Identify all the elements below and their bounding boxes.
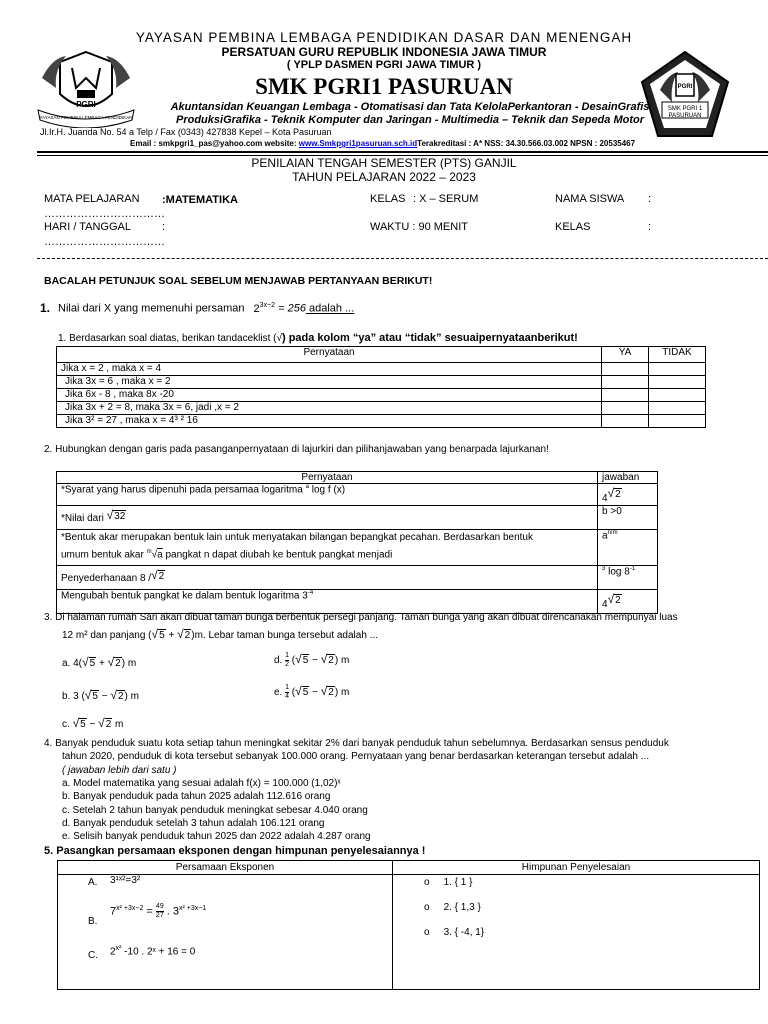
programs-line-2: ProduksiGrafika - Teknik Komputer dan Jaringan - Multimedia – Teknik dan Sepeda Motor [176, 114, 644, 126]
q1-row-ya-cell[interactable] [602, 389, 649, 402]
q3-b-tail: ) m [124, 691, 139, 702]
q5-answer-3[interactable] [424, 927, 484, 938]
school-address: Jl.Ir.H. Juanda No. 54 a Telp / Fax (0343) 427838 Kepel – Kota Pasuruan [40, 127, 332, 137]
q3-a-radical-5 [82, 655, 96, 669]
radical-sign: √ [177, 627, 184, 641]
q3-c-radical-5 [73, 716, 87, 730]
q2-r4-text: Penyederhanaan 8 / [61, 573, 152, 584]
radical-sign: √ [151, 568, 158, 582]
q1-question: Nilai dari X yang memenuhi persaman [58, 302, 245, 315]
q4-option-c[interactable]: c. Setelah 2 tahun banyak penduduk meningkat sebesar 4.040 orang [62, 805, 368, 816]
q3-d-num: 1 [285, 652, 290, 659]
q2-statement-5 [57, 590, 598, 614]
q4-option-d[interactable]: d. Banyak penduduk setelah 3 tahun adalah 106.121 orang [62, 818, 325, 829]
q3-d-r2: 2 [328, 655, 334, 667]
accreditation-text: Terakreditasi : A* NSS: 34.30.566.03.002 NPSN : 20535467 [417, 139, 636, 148]
q3-e-open: ( [289, 687, 296, 699]
q1-tail: adalah ... [305, 302, 355, 315]
q3-c-tail: m [112, 719, 124, 730]
q5-answer-2[interactable] [424, 902, 481, 913]
email-text: Email : smkpgri1_pas@yahoo.com website: [130, 139, 299, 148]
q2-a1-radical [608, 486, 622, 500]
q3-d-den: 2 [285, 661, 290, 668]
q2-answer-5 [598, 590, 658, 614]
logo-right-text-2: PASURUAN [668, 113, 702, 119]
q4-line-1: 4. Banyak penduduk suatu kota setiap tahun meningkat sekitar 2% dari banyak penduduk tahun sebelumnya. Berdasarkan sensus penduduk [44, 738, 669, 749]
q2-a3-base: a [602, 530, 608, 542]
table-row [57, 402, 706, 415]
subject-value: :MATEMATIKA [162, 194, 238, 206]
q1-row-ya-cell[interactable] [602, 376, 649, 389]
q2-answer-2: b >0 [598, 506, 658, 530]
logo-left-banner: YAYASAN PEMBINA LEMBAGA PENDIDIKAN [39, 115, 133, 120]
student-name-colon: : [648, 193, 652, 205]
school-name: SMK PGRI1 PASURUAN [255, 74, 513, 99]
q4-line-3: ( jawaban lebih dari satu ) [62, 765, 177, 776]
q2-answer-4 [598, 566, 658, 590]
q3-plus: + [165, 630, 178, 641]
bullet-icon: o [424, 902, 430, 913]
exam-title: PENILAIAN TENGAH SEMESTER (PTS) GANJIL [251, 156, 517, 170]
q5-b-den: 27 [155, 912, 164, 919]
q3-e-radical-5 [295, 684, 309, 698]
programs-line-1: Akuntansidan Keuangan Lembaga - Otomatisasi dan Tata KelolaPerkantoran - DesainGrafis [170, 101, 650, 113]
q3-r2: 2 [184, 630, 191, 641]
q2-r5-text: Mengubah bentuk pangkat ke dalam bentuk logaritma 3 [61, 590, 308, 602]
q3-b-label: b. 3 ( [62, 691, 85, 702]
q5-b-fraction [156, 903, 164, 920]
q1-row-tidak-cell[interactable] [649, 376, 706, 389]
radical-sign: √ [607, 486, 615, 500]
table-row [57, 415, 706, 428]
radical-sign: √ [107, 655, 115, 669]
q3-e-tail: ) m [334, 687, 350, 699]
q3-line2b: )m. Lebar taman bunga tersebut adalah ... [191, 630, 379, 641]
q5-c-rest: -10 . 2ˣ + 16 = 0 [121, 946, 196, 958]
q2-r2-radical [107, 508, 127, 522]
subject-label: MATA PELAJARAN [44, 193, 140, 205]
table-row [57, 376, 706, 389]
check-mark-icon: √ [276, 333, 282, 344]
q1-sub-number: 1. [58, 333, 67, 344]
q1-header-tidak: TIDAK [649, 347, 706, 363]
radical-sign: √ [320, 652, 328, 667]
q3-d-label: d. [274, 655, 286, 667]
q1-row-statement: Jika 6x - 8 , maka 8x -20 [57, 389, 602, 402]
q3-c-radical-2 [98, 716, 112, 730]
table-row [57, 530, 658, 566]
q4-option-b[interactable]: b. Banyak penduduk pada tahun 2025 adalah 112.616 orang [62, 791, 331, 802]
q1-header-ya: YA [602, 347, 649, 363]
q1-text [58, 302, 354, 315]
class-label: KELAS [370, 193, 406, 205]
radical-sign: √ [295, 652, 302, 667]
q3-c-r2: 2 [105, 719, 112, 730]
q2-table [56, 471, 658, 614]
q1-base: 2 [253, 302, 260, 315]
q2-r3-line2: umum bentuk akar $^m$√a pangkat n dapat diubah ke bentuk pangkat menjadi [61, 549, 393, 561]
q5-answer-1[interactable] [424, 877, 472, 888]
q2-r4-radical [151, 568, 165, 582]
q5-b-base: 7 [110, 905, 117, 918]
q1-row-ya-cell[interactable] [602, 415, 649, 428]
q1-row-ya-cell[interactable] [602, 363, 649, 376]
table-row [57, 566, 658, 590]
dots-line-2: …………………………… [44, 236, 165, 248]
q5-b-num: 49 [155, 903, 164, 910]
q1-row-tidak-cell[interactable] [649, 389, 706, 402]
header-rule-thick [37, 151, 768, 153]
q1-sub-text-2: ) pada kolom “ya” atau “tidak” sesuaipernyataanberikut! [281, 332, 578, 344]
table-row [57, 590, 658, 614]
q2-text: 2. Hubungkan dengan garis pada pasanganpernyataan di lajurkiri dan pilihanjawaban yang benarpada lajurkanan! [44, 444, 549, 455]
q3-e-den: 4 [285, 693, 290, 700]
q2-a5-pre: 4 [602, 599, 608, 610]
q2-a4-pre: 3 [602, 566, 606, 572]
q2-r2-rad: 32 [114, 511, 126, 522]
association-name: PERSATUAN GURU REPUBLIK INDONESIA JAWA TIMUR [221, 45, 547, 59]
q5-answer-2-text: 2. { 1,3 } [443, 902, 481, 913]
q2-statement-3 [57, 530, 598, 566]
q3-option-d[interactable] [274, 652, 349, 669]
q1-header-statement: Pernyataan [57, 347, 602, 363]
q3-option-e[interactable] [274, 684, 349, 701]
q1-sub-text: Berdasarkan soal diatas, berikan tandaceklist ( [69, 333, 277, 344]
bullet-icon: o [424, 877, 430, 888]
q1-row-tidak-cell[interactable] [649, 363, 706, 376]
q3-e-radical-2 [321, 684, 335, 698]
class2-label: KELAS [555, 221, 591, 233]
q3-b-minus: − [98, 691, 111, 702]
time-label: WAKTU : 90 MENIT [370, 221, 468, 233]
q2-r4-rad: 2 [158, 571, 165, 582]
q2-statement-2 [57, 506, 598, 530]
q3-b-r5: 5 [92, 691, 98, 702]
q3-a-r2: 2 [115, 658, 121, 669]
radical-sign: √ [84, 688, 92, 702]
q5-equation-c [110, 945, 195, 957]
q2-r1-text: *Syarat yang harus dipenuhi pada persamaa logaritma [61, 484, 306, 496]
q2-a4-sup: -1 [629, 566, 636, 572]
q1-row-statement: Jika x = 2 , maka x = 4 [57, 363, 602, 376]
q3-a-r5: 5 [89, 658, 96, 669]
q3-e-r5: 5 [302, 687, 309, 699]
section-divider [37, 258, 768, 259]
q5-equation-a: 3¹ˣ²=3² [110, 875, 141, 886]
q3-option-a[interactable] [62, 655, 136, 669]
q3-e-label: e. [274, 687, 286, 699]
q3-a-plus: + [96, 658, 108, 669]
q1-table [56, 346, 706, 428]
website-link[interactable]: www.Smkpgri1pasuruan.sch.id [298, 139, 418, 148]
dots-line-1: …………………………… [44, 208, 165, 220]
q1-row-tidak-cell[interactable] [649, 415, 706, 428]
q3-line-2 [62, 627, 378, 641]
table-row [57, 506, 658, 530]
q4-option-a[interactable]: a. Model matematika yang sesuai adalah f(x) = 100.000 (1,02)ˣ [62, 778, 341, 789]
radical-sign: √ [106, 508, 114, 522]
q3-e-r2: 2 [328, 687, 334, 699]
logo-right-badge: PGRI [677, 84, 693, 90]
q3-c-label: c. [62, 719, 73, 730]
q2-header-answer: jawaban [598, 472, 658, 484]
q3-b-radical-2 [110, 688, 124, 702]
q5-label-a: A. [88, 877, 98, 888]
radical-sign: √ [72, 716, 80, 730]
q2-answer-3 [598, 530, 658, 566]
radical-sign: √ [295, 684, 302, 699]
q3-e-num: 1 [285, 684, 290, 691]
q3-b-r2: 2 [117, 691, 124, 702]
logo-right-text-1: SMK PGRI 1 [667, 106, 703, 112]
q2-answer-1 [598, 484, 658, 506]
logo-left-text: PGRI [76, 100, 96, 109]
q3-line-1: 3. Di halaman rumah Sari akan dibuat taman bunga berbentuk persegi panjang. Taman bunga yang akan dibuat direncanakan mempunyai luas [44, 612, 678, 623]
q2-a3-sup: n/m [607, 530, 618, 536]
q5-title: 5. Pasangkan persamaan eksponen dengan himpunan penyelesaiannya ! [44, 845, 426, 857]
q5-b-exp2: x² +3x−1 [179, 904, 207, 912]
q1-number: 1. [40, 301, 51, 315]
q2-header-statement: Pernyataan [57, 472, 598, 484]
q3-radical-2 [177, 627, 191, 641]
q1-row-ya-cell[interactable] [602, 402, 649, 415]
q2-r1-sup: a [305, 484, 309, 490]
q3-d-tail: ) m [334, 655, 350, 667]
q5-c-exp: x² [115, 945, 122, 952]
date-label: HARI / TANGGAL [44, 221, 132, 233]
q1-sub [58, 332, 578, 344]
q3-d-minus: − [309, 655, 321, 667]
date-colon: : [162, 221, 166, 233]
q3-a-radical-2 [108, 655, 122, 669]
q5-b-exp: x² +3x−2 [116, 904, 144, 912]
q3-option-c[interactable] [62, 716, 123, 730]
q2-r5-sup: -4 [307, 590, 314, 596]
bullet-icon: o [424, 927, 430, 938]
student-name-label: NAMA SISWA [555, 193, 625, 205]
q2-a5-rad: 2 [615, 595, 621, 606]
q5-answer-1-text: 1. { 1 } [443, 877, 473, 888]
q3-a-tail: ) m [121, 658, 137, 669]
q2-r1-tail: log f (x) [308, 484, 346, 496]
q3-d-radical-5 [295, 652, 309, 666]
class-value: : X – SERUM [413, 193, 479, 205]
exam-year: TAHUN PELAJARAN 2022 – 2023 [292, 170, 476, 184]
q2-r3-line1: *Bentuk akar merupakan bentuk lain untuk menyatakan bilangan bepangkat pecahan. Berdasarkan bentuk [61, 532, 533, 543]
q3-r5: 5 [159, 630, 165, 641]
q1-row-tidak-cell[interactable] [649, 402, 706, 415]
table-row [57, 363, 706, 376]
q3-d-r5: 5 [302, 655, 309, 667]
radical-sign: √ [151, 627, 159, 641]
q2-r2-text: *Nilai dari [61, 513, 107, 524]
q5-b-eq: = [143, 905, 156, 918]
class2-colon: : [648, 221, 652, 233]
q5-header-left: Persamaan Eksponen [58, 861, 393, 875]
q2-a1-rad: 2 [615, 489, 621, 500]
radical-sign: √ [82, 655, 89, 669]
q3-option-b[interactable] [62, 688, 139, 702]
q1-equals: = 256 [275, 302, 306, 315]
yplp-name: ( YPLP DASMEN PGRI JAWA TIMUR ) [286, 59, 482, 71]
q2-r3-index: m [146, 549, 152, 555]
q2-r3-line2a: umum bentuk akar [61, 549, 147, 561]
q3-c-r5: 5 [80, 719, 86, 730]
q1-row-statement: Jika 3x + 2 = 8, maka 3x = 6, jadi ,x = 2 [57, 402, 602, 415]
q5-b-dot: . 3 [163, 905, 180, 918]
q1-row-statement: Jika 3x = 6 , maka x = 2 [57, 376, 602, 389]
contact-line [130, 139, 635, 148]
q3-d-radical-2 [321, 652, 335, 666]
q3-b-radical-5 [85, 688, 99, 702]
q3-line2a: 12 m² dan panjang ( [62, 630, 152, 641]
q2-statement-4 [57, 566, 598, 590]
q2-a5-radical [608, 592, 622, 606]
q1-exponent: 3x−2 [259, 302, 276, 309]
q5-table [57, 860, 760, 990]
q3-d-open: ( [289, 655, 296, 667]
radical-sign: √ [110, 688, 117, 702]
instruction: BACALAH PETUNJUK SOAL SEBELUM MENJAWAB PERTANYAAN BERIKUT! [44, 275, 433, 287]
q5-label-b: B. [88, 916, 98, 927]
q3-e-minus: − [309, 687, 321, 699]
q3-a-label: a. 4( [62, 658, 83, 669]
q3-c-minus: − [86, 719, 99, 730]
q5-answer-3-text: 3. { -4, 1} [443, 927, 485, 938]
q5-header-right: Himpunan Penyelesaian [393, 861, 759, 875]
q4-option-e[interactable]: e. Selisih banyak penduduk tahun 2025 dan 2022 adalah 4.287 orang [62, 831, 371, 842]
radical-sign: √ [607, 592, 615, 606]
q2-r3-line2b: pangkat n dapat diubah ke bentuk pangkat menjadi [162, 549, 393, 561]
table-row [57, 389, 706, 402]
radical-sign: √ [98, 716, 105, 730]
foundation-name: YAYASAN PEMBINA LEMBAGA PENDIDIKAN DASAR DAN MENENGAH [135, 30, 633, 45]
q2-r3-body: a [157, 549, 163, 561]
q5-c-base: 2 [110, 946, 116, 958]
q3-radical-5 [152, 627, 166, 641]
q2-a1-pre: 4 [602, 493, 608, 504]
q4-line-2: tahun 2020, penduduk di kota tersebut sebanyak 100.000 orang. Pernyataan yang benar berdasarkan keterangan tersebut adalah ... [62, 751, 650, 762]
table-row [57, 484, 658, 506]
q1-row-statement: Jika 3² = 27 , maka x = 4³ ² 16 [57, 415, 602, 428]
q2-statement-1 [57, 484, 598, 506]
q5-equation-b [110, 903, 206, 920]
q2-a4-log: log 8 [605, 566, 630, 578]
q5-label-c: C. [88, 950, 98, 961]
radical-sign: √ [320, 684, 328, 699]
q5-divider [392, 875, 393, 989]
